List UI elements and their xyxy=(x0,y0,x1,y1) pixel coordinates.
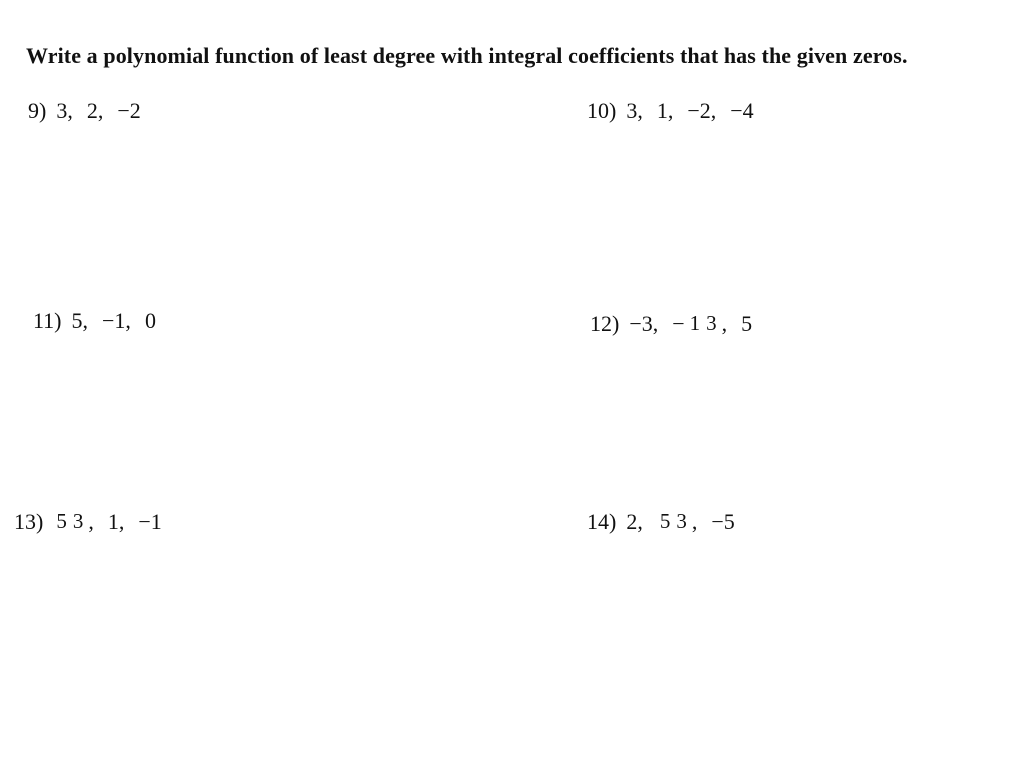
zero-value: 0 xyxy=(144,308,156,333)
problem-number: 11) xyxy=(33,308,62,333)
problem-14 xyxy=(587,508,735,535)
zero-value: −2, xyxy=(687,98,717,123)
problem-11 xyxy=(33,310,156,332)
problem-13 xyxy=(14,508,162,535)
fraction xyxy=(687,310,720,337)
problem-number: 12) xyxy=(590,310,620,336)
fraction xyxy=(657,508,690,535)
comma: , xyxy=(691,508,698,534)
problem-10 xyxy=(587,100,754,122)
comma: , xyxy=(88,508,94,534)
zero-value: 1, xyxy=(656,98,674,123)
comma: , xyxy=(721,310,728,336)
zero-value: −1 xyxy=(138,508,162,534)
zero-value: −5 xyxy=(711,508,735,534)
zero-value: 1, xyxy=(107,508,125,534)
fraction-denominator: 3 xyxy=(706,311,717,335)
fraction-numerator: 5 xyxy=(659,509,671,533)
negative-sign: − xyxy=(672,310,685,336)
zero-value: 5 xyxy=(741,310,753,336)
zero-value: −3, xyxy=(629,310,659,336)
fraction xyxy=(53,508,86,535)
zero-value: −1, xyxy=(102,308,131,333)
problem-9 xyxy=(28,100,141,122)
instructions-heading: Write a polynomial function of least degree with integral coefficients that has the given zeros. xyxy=(26,43,908,68)
fraction-denominator: 3 xyxy=(676,509,687,533)
zero-value: −2 xyxy=(117,98,141,123)
zero-value: 2, xyxy=(626,508,643,534)
zero-value: 2, xyxy=(86,98,104,123)
zero-value: 3, xyxy=(56,98,73,123)
zero-value: 3, xyxy=(626,98,643,123)
problem-12 xyxy=(590,310,752,337)
problem-number: 13) xyxy=(14,508,44,534)
fraction-numerator: 1 xyxy=(689,311,701,335)
zero-value: 5, xyxy=(71,308,89,333)
problem-number: 9) xyxy=(28,98,47,123)
problem-number: 14) xyxy=(587,508,617,534)
zero-value: −4 xyxy=(730,98,754,123)
fraction-denominator: 3 xyxy=(72,509,84,533)
fraction-numerator: 5 xyxy=(56,509,67,533)
problem-number: 10) xyxy=(587,98,617,123)
